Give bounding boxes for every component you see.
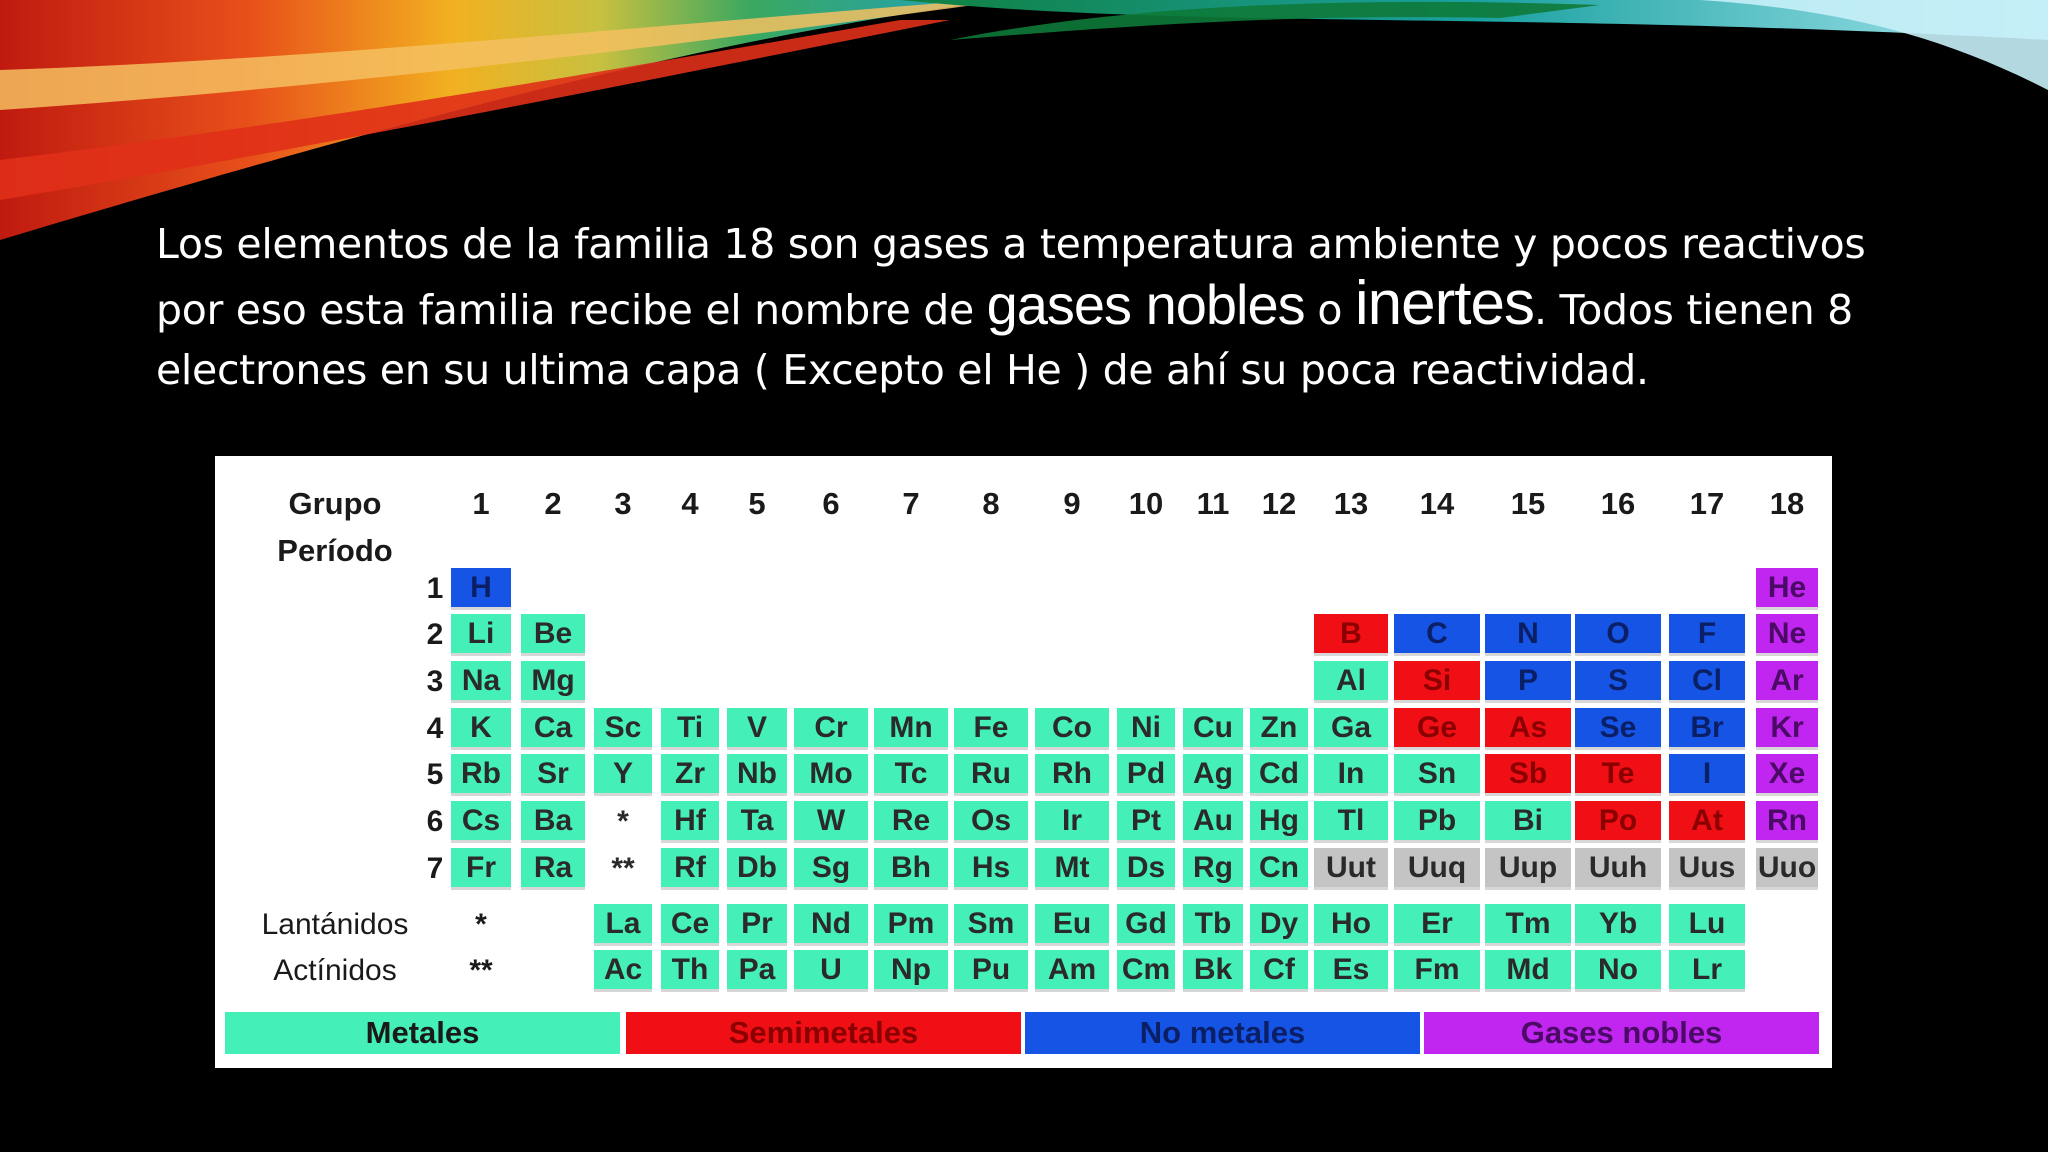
element-be: Be — [521, 614, 585, 656]
element-tb: Tb — [1183, 904, 1243, 946]
element-ir: Ir — [1035, 801, 1109, 843]
group-number-1: 1 — [472, 486, 490, 521]
element-fm: Fm — [1394, 950, 1480, 992]
element-tm: Tm — [1485, 904, 1571, 946]
element-ta: Ta — [727, 801, 787, 843]
group-number-7: 7 — [902, 486, 920, 521]
element-xe: Xe — [1756, 754, 1818, 796]
group-number-13: 13 — [1333, 486, 1369, 521]
intro-line-1: Los elementos de la familia 18 son gases a temperatura ambiente y pocos reactivos — [156, 220, 1866, 268]
period-header: Período — [277, 533, 393, 568]
element-cr: Cr — [794, 708, 868, 750]
element-am: Am — [1035, 950, 1109, 992]
element-md: Md — [1485, 950, 1571, 992]
group-number-12: 12 — [1261, 486, 1297, 521]
legend-metales: Metales — [225, 1012, 620, 1054]
element-mo: Mo — [794, 754, 868, 796]
period-label-6: 6 — [426, 805, 444, 838]
group-number-6: 6 — [822, 486, 840, 521]
element-ar: Ar — [1756, 661, 1818, 703]
element-hs: Hs — [954, 848, 1028, 890]
element-at: At — [1669, 801, 1745, 843]
element-gd: Gd — [1117, 904, 1175, 946]
element-co: Co — [1035, 708, 1109, 750]
element-db: Db — [727, 848, 787, 890]
intro-connector: o — [1304, 286, 1355, 334]
element-uus: Uus — [1669, 848, 1745, 890]
element-lr: Lr — [1669, 950, 1745, 992]
element-pm: Pm — [874, 904, 948, 946]
intro-line-2 — [156, 269, 1976, 340]
element-kr: Kr — [1756, 708, 1818, 750]
element-uuh: Uuh — [1575, 848, 1661, 890]
group-header: Grupo — [288, 486, 382, 521]
element-uuq: Uuq — [1394, 848, 1480, 890]
element-na: Na — [451, 661, 511, 703]
element-ca: Ca — [521, 708, 585, 750]
element-sr: Sr — [521, 754, 585, 796]
element-sn: Sn — [1394, 754, 1480, 796]
element-i: I — [1669, 754, 1745, 796]
element-cn: Cn — [1250, 848, 1308, 890]
element-cu: Cu — [1183, 708, 1243, 750]
element-ag: Ag — [1183, 754, 1243, 796]
element-ga: Ga — [1314, 708, 1388, 750]
element-ni: Ni — [1117, 708, 1175, 750]
element-h: H — [451, 568, 511, 610]
element-c: C — [1394, 614, 1480, 656]
group-number-10: 10 — [1128, 486, 1164, 521]
period-label-5: 5 — [426, 758, 444, 791]
group-number-3: 3 — [614, 486, 632, 521]
highlight-gases-nobles: gases nobles — [986, 273, 1305, 336]
series-label-actinides: Actínidos — [273, 954, 397, 987]
element-ra: Ra — [521, 848, 585, 890]
periodic-table-image — [215, 456, 1832, 1068]
element-w: W — [794, 801, 868, 843]
group-number-4: 4 — [681, 486, 699, 521]
group-number-18: 18 — [1769, 486, 1805, 521]
group-number-9: 9 — [1063, 486, 1081, 521]
element-s: S — [1575, 661, 1661, 703]
legend-no-metales: No metales — [1025, 1012, 1420, 1054]
element-ho: Ho — [1314, 904, 1388, 946]
element-yb: Yb — [1575, 904, 1661, 946]
element-mg: Mg — [521, 661, 585, 703]
element-sb: Sb — [1485, 754, 1571, 796]
intro-line-2-end: . Todos tienen 8 — [1533, 286, 1853, 334]
element-rb: Rb — [451, 754, 511, 796]
element-b: B — [1314, 614, 1388, 656]
intro-paragraph — [156, 214, 1976, 400]
element-n: N — [1485, 614, 1571, 656]
element-sc: Sc — [594, 708, 652, 750]
legend-gases-nobles: Gases nobles — [1424, 1012, 1819, 1054]
element-in: In — [1314, 754, 1388, 796]
period-label-3: 3 — [426, 665, 444, 698]
series-marker-1: * — [475, 908, 487, 941]
element-br: Br — [1669, 708, 1745, 750]
group-number-15: 15 — [1510, 486, 1546, 521]
element-bh: Bh — [874, 848, 948, 890]
element-pa: Pa — [727, 950, 787, 992]
element-au: Au — [1183, 801, 1243, 843]
element-nd: Nd — [794, 904, 868, 946]
element-ru: Ru — [954, 754, 1028, 796]
period-label-7: 7 — [426, 852, 444, 885]
element-ce: Ce — [661, 904, 719, 946]
element-o: O — [1575, 614, 1661, 656]
element-rn: Rn — [1756, 801, 1818, 843]
element-zr: Zr — [661, 754, 719, 796]
element-as: As — [1485, 708, 1571, 750]
group-number-17: 17 — [1689, 486, 1725, 521]
series-marker-2: ** — [469, 954, 493, 987]
group-number-16: 16 — [1600, 486, 1636, 521]
element-eu: Eu — [1035, 904, 1109, 946]
group-number-11: 11 — [1196, 486, 1230, 521]
element-mn: Mn — [874, 708, 948, 750]
element-v: V — [727, 708, 787, 750]
intro-line-2-start: por eso esta familia recibe el nombre de — [156, 286, 987, 334]
element-p: P — [1485, 661, 1571, 703]
element-cl: Cl — [1669, 661, 1745, 703]
element-pd: Pd — [1117, 754, 1175, 796]
element-cm: Cm — [1117, 950, 1175, 992]
element-np: Np — [874, 950, 948, 992]
element-se: Se — [1575, 708, 1661, 750]
element-y: Y — [594, 754, 652, 796]
series-marker-cell: * — [617, 805, 629, 838]
element-bi: Bi — [1485, 801, 1571, 843]
element-uup: Uup — [1485, 848, 1571, 890]
element-uuo: Uuo — [1756, 848, 1818, 890]
element-pr: Pr — [727, 904, 787, 946]
element-ti: Ti — [661, 708, 719, 750]
group-number-5: 5 — [748, 486, 766, 521]
element-tc: Tc — [874, 754, 948, 796]
intro-line-3: electrones en su ultima capa ( Excepto el He ) de ahí su poca reactividad. — [156, 346, 1649, 394]
element-sm: Sm — [954, 904, 1028, 946]
element-hf: Hf — [661, 801, 719, 843]
element-po: Po — [1575, 801, 1661, 843]
element-ds: Ds — [1117, 848, 1175, 890]
element-te: Te — [1575, 754, 1661, 796]
element-sg: Sg — [794, 848, 868, 890]
element-nb: Nb — [727, 754, 787, 796]
element-re: Re — [874, 801, 948, 843]
element-cf: Cf — [1250, 950, 1308, 992]
element-mt: Mt — [1035, 848, 1109, 890]
element-ne: Ne — [1756, 614, 1818, 656]
element-os: Os — [954, 801, 1028, 843]
element-ac: Ac — [594, 950, 652, 992]
legend-semimetales: Semimetales — [626, 1012, 1021, 1054]
element-ba: Ba — [521, 801, 585, 843]
element-si: Si — [1394, 661, 1480, 703]
element-ge: Ge — [1394, 708, 1480, 750]
element-u: U — [794, 950, 868, 992]
element-fr: Fr — [451, 848, 511, 890]
element-rf: Rf — [661, 848, 719, 890]
element-tl: Tl — [1314, 801, 1388, 843]
element-fe: Fe — [954, 708, 1028, 750]
element-er: Er — [1394, 904, 1480, 946]
element-pu: Pu — [954, 950, 1028, 992]
group-number-2: 2 — [544, 486, 562, 521]
element-hg: Hg — [1250, 801, 1308, 843]
element-zn: Zn — [1250, 708, 1308, 750]
element-uut: Uut — [1314, 848, 1388, 890]
element-rg: Rg — [1183, 848, 1243, 890]
group-number-8: 8 — [982, 486, 1000, 521]
element-pb: Pb — [1394, 801, 1480, 843]
element-es: Es — [1314, 950, 1388, 992]
group-number-14: 14 — [1419, 486, 1455, 521]
period-label-1: 1 — [426, 572, 444, 605]
series-label-lanthanides: Lantánidos — [261, 908, 409, 941]
element-th: Th — [661, 950, 719, 992]
element-f: F — [1669, 614, 1745, 656]
element-al: Al — [1314, 661, 1388, 703]
element-la: La — [594, 904, 652, 946]
element-bk: Bk — [1183, 950, 1243, 992]
period-label-4: 4 — [426, 712, 444, 745]
decorative-swoosh-banner — [0, 0, 2048, 250]
series-marker-cell: ** — [611, 852, 635, 885]
element-cd: Cd — [1250, 754, 1308, 796]
element-k: K — [451, 708, 511, 750]
period-label-2: 2 — [426, 618, 444, 651]
element-cs: Cs — [451, 801, 511, 843]
element-li: Li — [451, 614, 511, 656]
element-dy: Dy — [1250, 904, 1308, 946]
element-lu: Lu — [1669, 904, 1745, 946]
element-he: He — [1756, 568, 1818, 610]
element-no: No — [1575, 950, 1661, 992]
element-pt: Pt — [1117, 801, 1175, 843]
element-rh: Rh — [1035, 754, 1109, 796]
highlight-inertes: inertes — [1354, 269, 1534, 338]
